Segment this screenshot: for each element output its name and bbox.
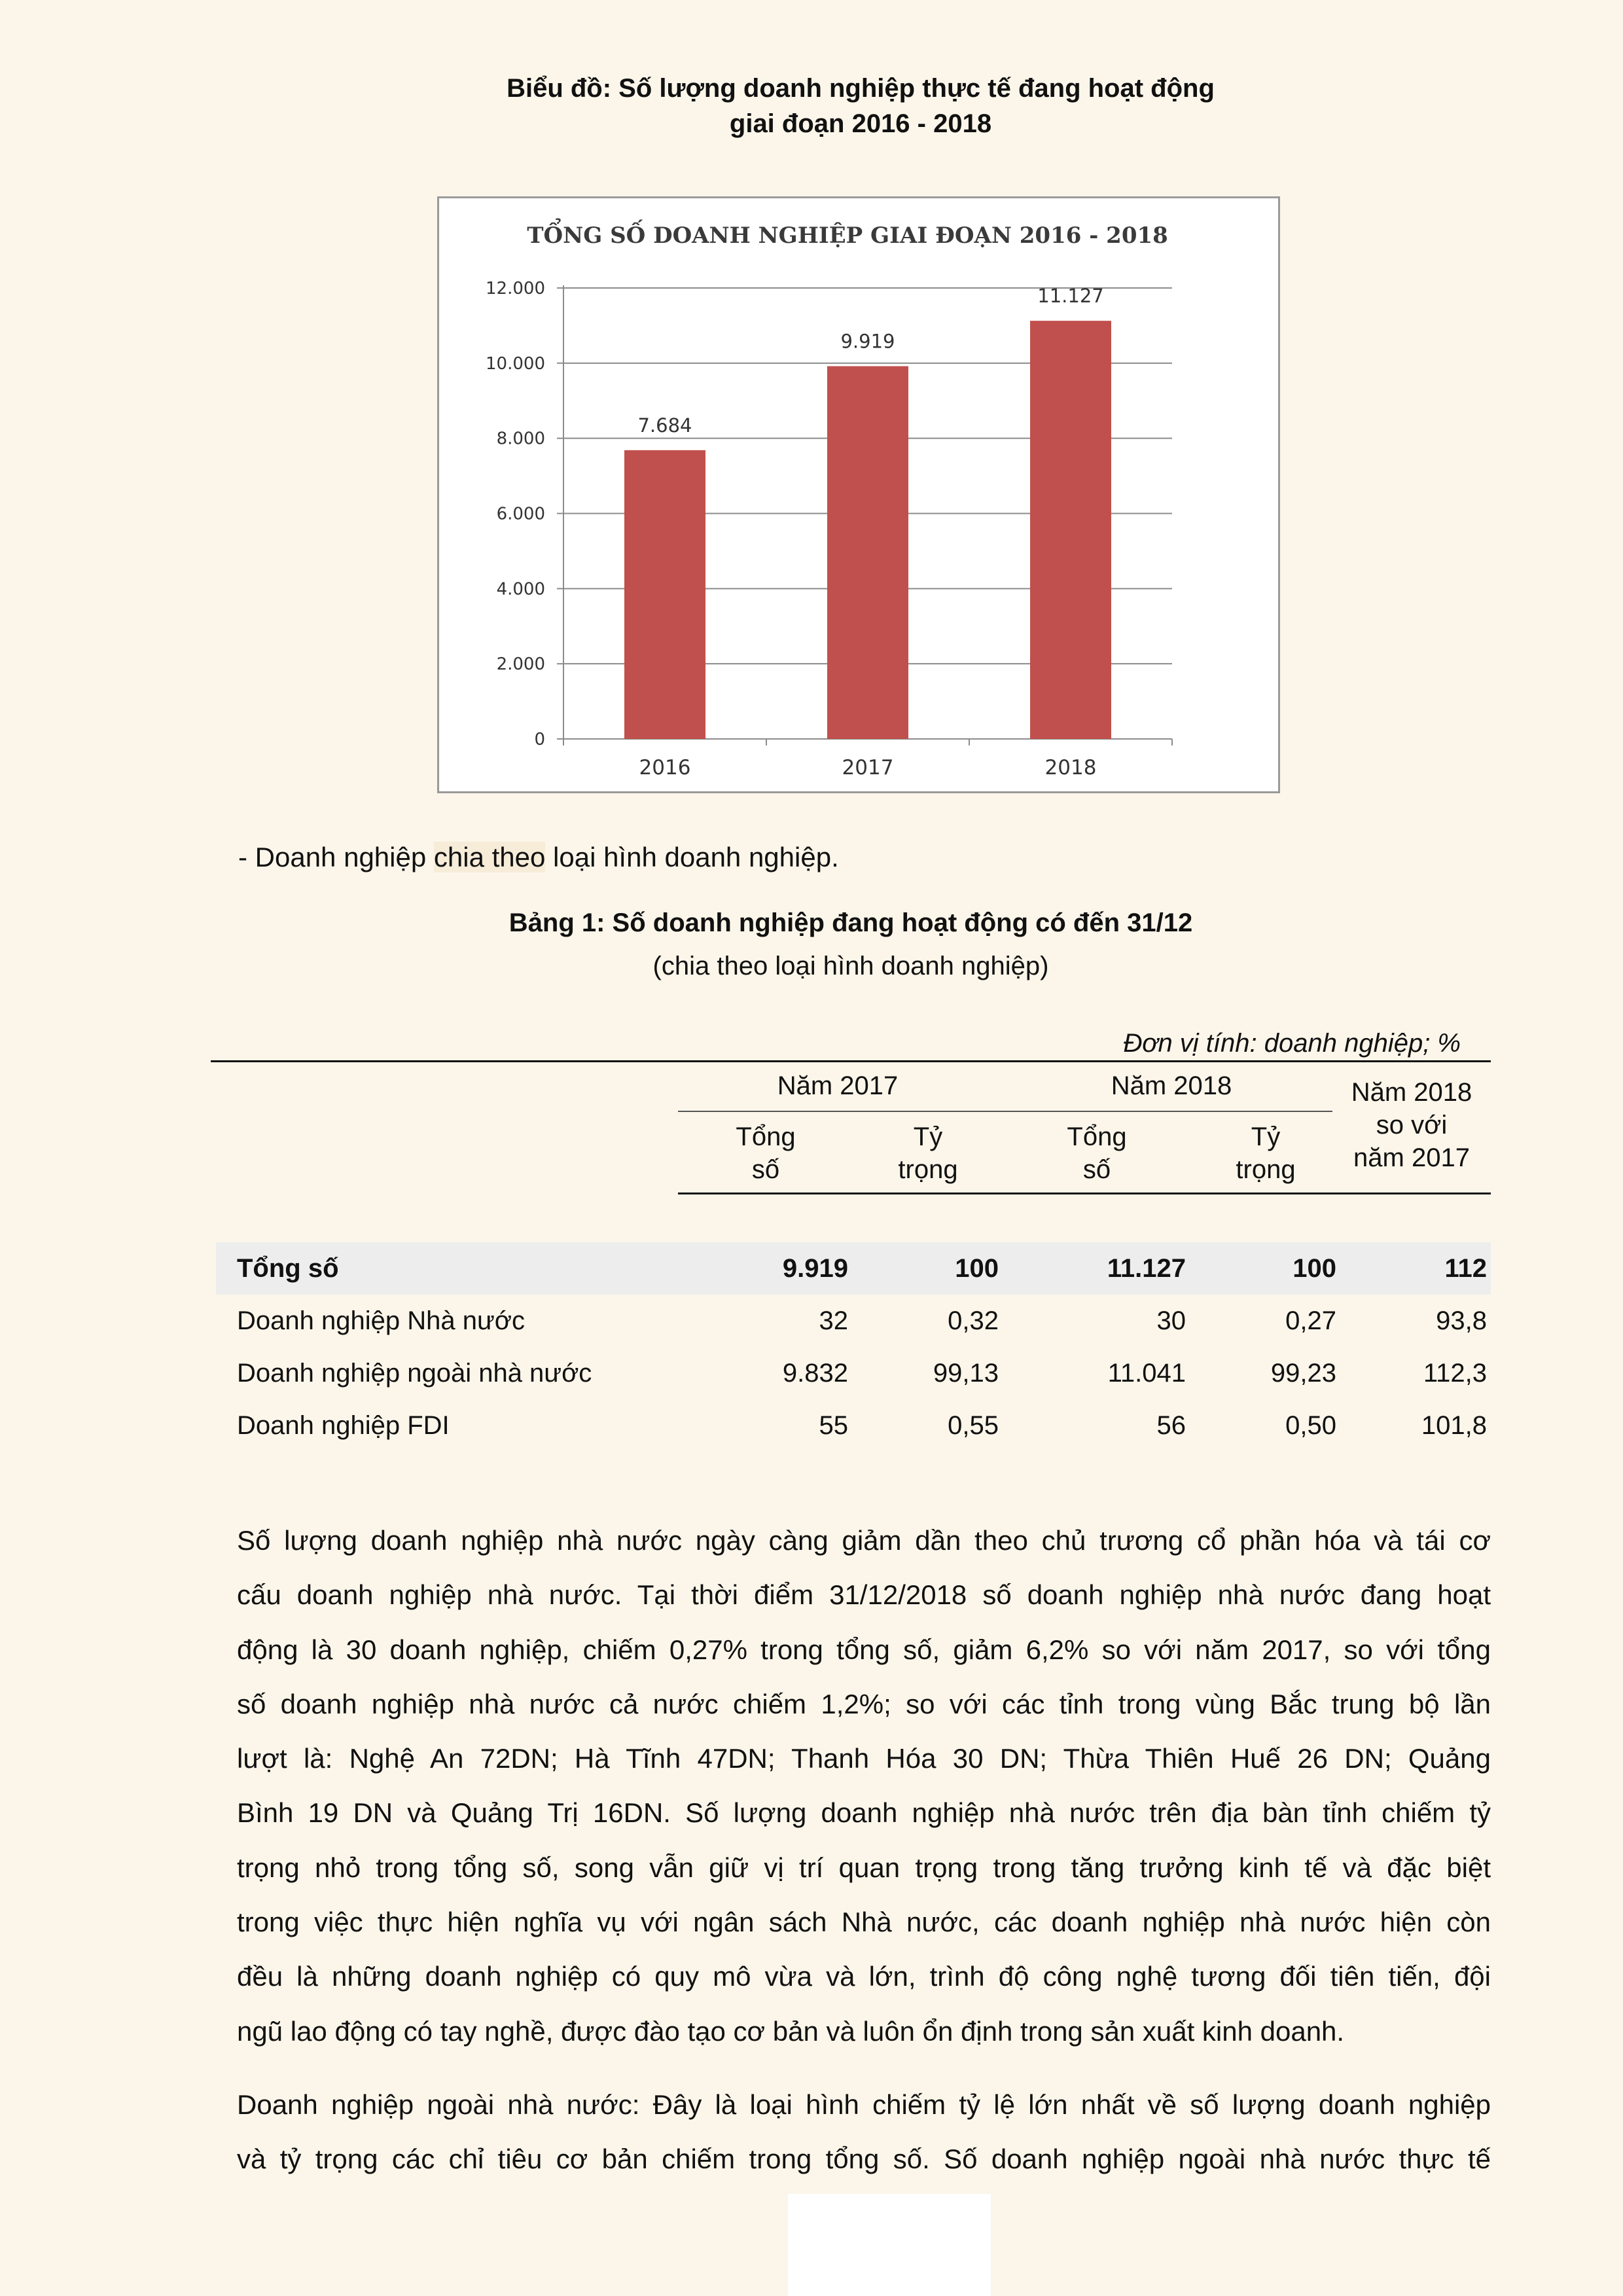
header-compare-line-3: năm 2017 [1353,1143,1470,1172]
section-heading-highlight: chia theo [433,842,546,872]
paragraph-line: Số lượng doanh nghiệp nhà nước ngày càng giảm dần theo chủ trương cổ phần hóa và tái cơ [237,1525,1491,1556]
y-tick-label: 10.000 [486,353,545,374]
header-year-2017: Năm 2017 [777,1071,899,1100]
table-cell: 100 [1293,1254,1336,1283]
bar-2016 [624,450,705,739]
table-title: Bảng 1: Số doanh nghiệp đang hoạt động có đến 31/12 [508,908,1193,937]
bar-2018 [1030,321,1111,739]
table-cell: 0,50 [1285,1411,1336,1440]
table-cell: 100 [955,1254,999,1283]
subheader-text: Tổng [736,1122,796,1151]
header-compare-line-2: so với [1376,1111,1448,1139]
y-tick-label: 0 [534,730,545,749]
subheader-text: số [751,1155,780,1184]
section-heading [238,842,839,873]
figure-caption-line-2: giai đoạn 2016 - 2018 [729,109,992,138]
y-tick-label: 8.000 [496,429,545,449]
subheader-2018-total [1031,1121,1162,1186]
bar-chart [437,196,1280,793]
section-heading-suffix: loại hình doanh nghiệp. [545,842,839,872]
x-tick-label: 2018 [1044,756,1097,780]
header-compare [1332,1076,1491,1174]
table-row-label: Tổng số [237,1254,339,1283]
paragraph-line: số doanh nghiệp nhà nước cả nước chiếm 1,2%; so với các tỉnh trong vùng Bắc trung bộ lần [237,1688,1491,1719]
paragraph-line: cấu doanh nghiệp nhà nước. Tại thời điểm 31/12/2018 số doanh nghiệp nhà nước đang hoạt [237,1579,1491,1611]
table-top-rule [211,1060,1491,1062]
paragraph-line: Bình 19 DN và Quảng Trị 16DN. Số lượng doanh nghiệp nhà nước trên địa bàn tỉnh chiếm tỷ [237,1797,1491,1829]
figure-caption [0,71,1623,141]
table-cell: 93,8 [1436,1306,1487,1335]
data-label: 7.684 [637,414,692,437]
subheader-2017-share [863,1121,993,1186]
table-cell: 30 [1156,1306,1186,1335]
section-heading-prefix: - Doanh nghiệp [238,842,434,872]
table-cell: 11.127 [1107,1254,1186,1283]
paragraph-non-state-enterprises [237,2077,1491,2187]
table-cell: 9.919 [782,1254,848,1283]
y-tick-label: 6.000 [496,504,545,524]
paragraph-line: lượt là: Nghệ An 72DN; Hà Tĩnh 47DN; Thanh Hóa 30 DN; Thừa Thiên Huế 26 DN; Quảng [237,1743,1491,1774]
data-label: 11.127 [1037,285,1104,308]
table-cell: 32 [819,1306,848,1335]
paragraph-line: trong việc thực hiện nghĩa vụ với ngân sách Nhà nước, các doanh nghiệp nhà nước hiện còn [237,1907,1491,1938]
table-cell: 0,27 [1285,1306,1336,1335]
header-compare-line-1: Năm 2018 [1351,1078,1472,1107]
paragraph-line: Doanh nghiệp ngoài nhà nước: Đây là loại hình chiếm tỷ lệ lớn nhất về số lượng doanh nghiệp [237,2089,1491,2120]
subheader-text: trọng [898,1155,958,1184]
bar-chart-svg [439,198,1278,791]
subheader-text: Tỷ [913,1122,943,1151]
x-tick-label: 2016 [639,756,691,780]
chart-title: TỔNG SỐ DOANH NGHIỆP GIAI ĐOẠN 2016 - 2018 [527,223,1168,249]
y-tick-label: 2.000 [496,655,545,675]
table-cell: 11.041 [1107,1359,1186,1388]
subheader-text: trọng [1236,1155,1296,1184]
x-tick-label: 2017 [842,756,894,780]
table-header-rule [678,1193,1491,1194]
subheader-2018-share [1200,1121,1331,1186]
header-year-2018: Năm 2018 [1111,1071,1232,1100]
paragraph-line: ngũ lao động có tay nghề, được đào tạo cơ bản và luôn ổn định trong sản xuất kinh doanh. [237,2015,1345,2047]
paragraph-line: và tỷ trọng các chỉ tiêu cơ bản chiếm trong tổng số. Số doanh nghiệp ngoài nhà nước thực tế [237,2144,1491,2175]
data-label: 9.919 [840,330,895,353]
table-cell: 99,23 [1270,1359,1336,1388]
table-cell: 55 [819,1411,848,1440]
subheader-text: Tổng [1067,1122,1127,1151]
paragraph-line: đều là những doanh nghiệp có quy mô vừa và lớn, trình độ công nghệ tương đối tiên tiến, đội [237,1961,1491,1992]
figure-caption-line-1: Biểu đồ: Số lượng doanh nghiệp thực tế đang hoạt động [507,74,1215,103]
table-subtitle: (chia theo loại hình doanh nghiệp) [652,952,1049,980]
subheader-2017-total [700,1121,831,1186]
paragraph-line: động là 30 doanh nghiệp, chiếm 0,27% trong tổng số, giảm 6,2% so với năm 2017, so với tổng [237,1634,1491,1665]
subheader-text: số [1082,1155,1111,1184]
table-row-label: Doanh nghiệp FDI [237,1411,450,1440]
table-cell: 112,3 [1423,1359,1487,1388]
table-unit: Đơn vị tính: doanh nghiệp; % [1123,1029,1461,1058]
table-group-rule [678,1111,1332,1112]
bars [624,321,1111,739]
table-cell: 101,8 [1421,1411,1487,1440]
page-number-area [788,2194,991,2296]
table-cell: 99,13 [933,1359,999,1388]
table-cell: 9.832 [782,1359,848,1388]
y-tick-label: 12.000 [486,279,545,298]
table-cell: 0,55 [948,1411,999,1440]
paragraph-state-enterprises [237,1513,1491,2058]
bar-2017 [827,366,908,739]
y-tick-label: 4.000 [496,579,545,600]
table-cell: 0,32 [948,1306,999,1335]
table-cell: 56 [1156,1411,1186,1440]
subheader-text: Tỷ [1251,1122,1281,1151]
table-row-label: Doanh nghiệp Nhà nước [237,1306,525,1335]
paragraph-line: trọng nhỏ trong tổng số, song vẫn giữ vị trí quan trọng trong tăng trưởng kinh tế và đặc biệt [237,1852,1491,1883]
table-row-label: Doanh nghiệp ngoài nhà nước [237,1359,592,1388]
table-cell: 112 [1444,1254,1487,1283]
